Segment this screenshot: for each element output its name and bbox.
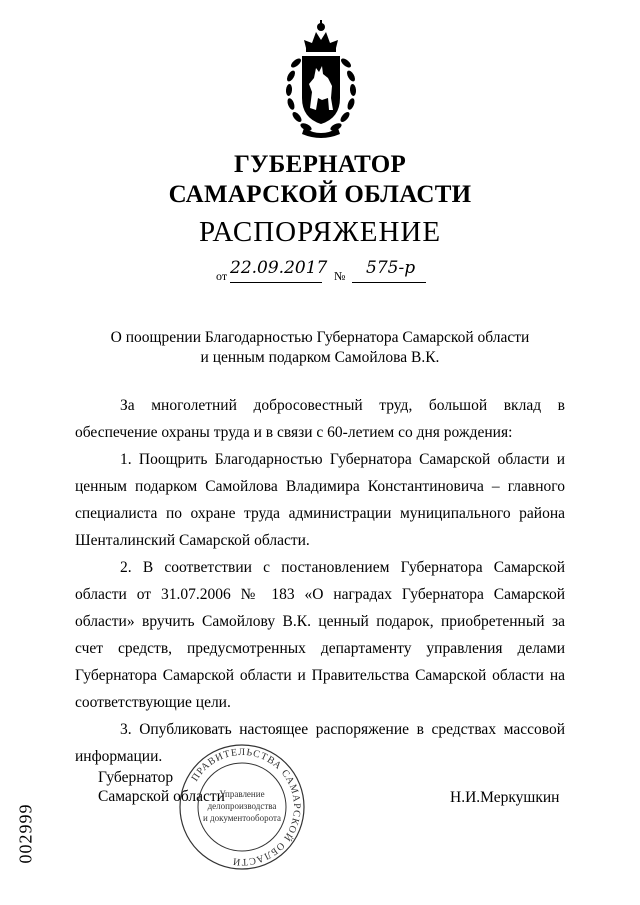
stamp-center-line-2: делопроизводства <box>207 801 277 811</box>
document-date: 22.09.2017 <box>230 258 328 278</box>
official-round-stamp <box>177 742 307 872</box>
body-intro-paragraph: За многолетний добросовестный труд, большой вклад в обеспечение охраны труда и в связи с 60-летием со дня рождения: <box>75 397 565 441</box>
body-item-3: 3. Опубликовать настоящее распоряжение в средствах массовой информации. <box>75 721 565 765</box>
document-body <box>75 392 565 770</box>
date-prefix-label: от <box>216 269 228 283</box>
signatory-position-line-1: Губернатор <box>98 769 174 786</box>
body-item-1: 1. Поощрить Благодарностью Губернатора Самарской области и ценным подарком Самойлова Владимира Константиновича – главного специалиста по охране труда администрации муниципального района Шенталинский Самарской области. <box>75 451 565 549</box>
number-label: № <box>334 269 346 283</box>
stamp-ring-text: ПРАВИТЕЛЬСТВА САМАРСКОЙ ОБЛАСТИ <box>189 746 303 868</box>
registration-code-vertical: 002999 <box>15 803 36 864</box>
coat-of-arms-emblem <box>276 18 366 140</box>
document-subject <box>0 328 640 368</box>
stamp-center-line-3: и документооборота <box>202 813 282 823</box>
subject-line-1: О поощрении Благодарностью Губернатора Самарской области <box>110 329 530 346</box>
number-underline <box>352 282 426 283</box>
authority-title-line1: ГУБЕРНАТОР <box>233 151 407 178</box>
body-item-2: 2. В соответствии с постановлением Губернатора Самарской области от 31.07.2006 № 183 «О наградах Губернатора Самарской области» вручить Самойлову В.К. ценный подарок, приобретенный за счет средств, предусмотренных департаменту управления делами Губернатора Самарской области и Правительства Самарской области на соответствующие цели. <box>75 559 565 711</box>
authority-title-line2: САМАРСКОЙ ОБЛАСТИ <box>168 181 472 208</box>
date-underline <box>230 282 322 283</box>
date-number-line <box>216 258 476 288</box>
signatory-name: Н.И.Меркушкин <box>450 789 560 806</box>
signatory-position-line-2: Самарской области <box>98 788 225 805</box>
document-number: 575-р <box>366 258 416 278</box>
stamp-center-line-1: Управление <box>219 789 265 799</box>
document-type-title: РАСПОРЯЖЕНИЕ <box>198 216 442 248</box>
subject-line-2: и ценным подарком Самойлова В.К. <box>200 349 440 366</box>
